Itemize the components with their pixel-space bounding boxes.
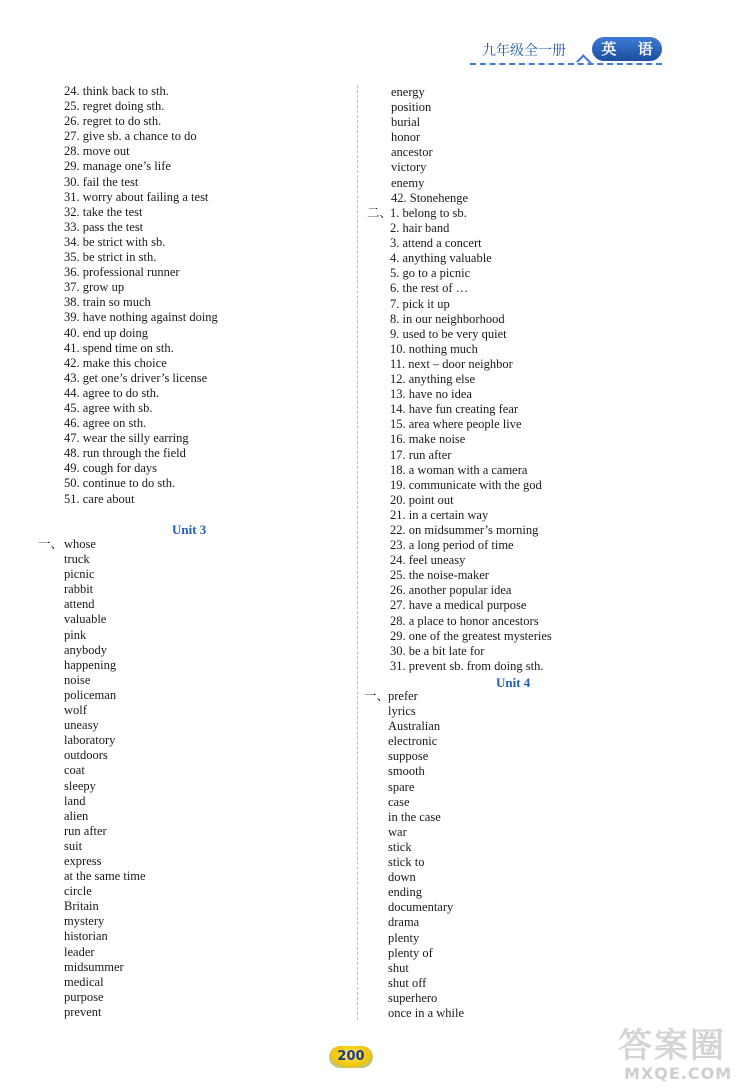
list-item: lyrics — [388, 704, 416, 719]
list-item: ending — [388, 885, 423, 900]
list-item: 51. care about — [64, 491, 135, 506]
list-item: 20. point out — [390, 492, 454, 507]
list-item: stick — [388, 839, 412, 854]
list-item: 17. run after — [390, 447, 452, 462]
list-item: burial — [391, 115, 421, 130]
header-rule — [470, 63, 662, 65]
list-item: 49. cough for days — [64, 461, 158, 476]
list-item: smooth — [388, 764, 425, 779]
list-item: 36. professional runner — [64, 265, 180, 280]
list-item: victory — [391, 160, 427, 175]
list-item: valuable — [64, 612, 107, 627]
column-divider — [357, 85, 358, 1020]
list-item: mystery — [64, 914, 105, 929]
list-item: outdoors — [64, 748, 108, 763]
list-item: 7. pick it up — [390, 296, 450, 311]
list-item: suppose — [388, 749, 429, 764]
left-section-prefix — [38, 537, 63, 552]
list-item: 25. the noise-maker — [390, 568, 489, 583]
list-item: case — [388, 794, 410, 809]
list-item: position — [391, 100, 432, 115]
list-item: 24. feel uneasy — [390, 553, 466, 568]
list-item: 45. agree with sb. — [64, 400, 153, 415]
list-item: 8. in our neighborhood — [390, 311, 505, 326]
unit-3-word-list — [64, 537, 146, 1020]
list-item: shut — [388, 960, 409, 975]
list-item: 35. be strict in sth. — [64, 250, 157, 265]
list-item: suit — [64, 838, 83, 853]
list-item: stick to — [388, 855, 425, 870]
right-word-list-top — [391, 85, 468, 206]
list-item: 4. anything valuable — [390, 251, 492, 266]
list-item: happening — [64, 657, 117, 672]
list-item: prevent — [64, 1004, 102, 1019]
list-item: sleepy — [64, 778, 96, 793]
list-item: 16. make noise — [390, 432, 466, 447]
list-item: 31. prevent sb. from doing sth. — [390, 658, 544, 673]
unit-3-heading: Unit 3 — [172, 522, 207, 537]
list-item: 27. give sb. a chance to do — [64, 129, 197, 144]
list-item: attend — [64, 597, 95, 612]
list-item: 42. Stonehenge — [391, 190, 469, 205]
list-item: leader — [64, 944, 95, 959]
list-item: land — [64, 793, 86, 808]
list-item: energy — [391, 85, 425, 99]
list-item: plenty of — [388, 945, 433, 960]
list-item: war — [388, 824, 407, 839]
list-item: 3. attend a concert — [390, 236, 482, 251]
section-marker: 一、 — [38, 537, 64, 551]
book-grade-label: 九年级全一册 — [482, 43, 566, 59]
list-item: 12. anything else — [390, 372, 476, 387]
list-item: midsummer — [64, 959, 124, 974]
unit-4-word-list — [388, 689, 464, 1021]
list-item: ancestor — [391, 145, 433, 160]
list-item: 9. used to be very quiet — [390, 326, 507, 341]
list-item: 28. a place to honor ancestors — [390, 613, 539, 628]
list-item: 48. run through the field — [64, 446, 186, 461]
list-item: 37. grow up — [64, 280, 125, 295]
list-item: 13. have no idea — [390, 387, 472, 402]
list-item: Australian — [388, 719, 441, 734]
list-item: 42. make this choice — [64, 355, 167, 370]
list-item: in the case — [388, 809, 441, 824]
watermark-logo: 答案圈 — [618, 1026, 726, 1066]
section-marker: 二、 — [367, 206, 393, 220]
list-item: at the same time — [64, 869, 146, 884]
list-item: 29. manage one’s life — [64, 159, 171, 174]
list-item: 44. agree to do sth. — [64, 385, 160, 400]
list-item: 41. spend time on sth. — [64, 340, 174, 355]
list-item: alien — [64, 808, 89, 823]
list-item: express — [64, 853, 102, 868]
list-item: superhero — [388, 990, 438, 1005]
list-item: 10. nothing much — [390, 341, 478, 356]
list-item: historian — [64, 929, 108, 944]
list-item: 38. train so much — [64, 295, 151, 310]
list-item: 30. be a bit late for — [390, 643, 485, 658]
list-item: 47. wear the silly earring — [64, 431, 189, 446]
list-item: 1. belong to sb. — [390, 206, 467, 220]
list-item: Britain — [64, 899, 99, 914]
list-item: circle — [64, 884, 92, 899]
right-phrase-list — [390, 206, 552, 674]
list-item: 34. be strict with sb. — [64, 234, 166, 249]
list-item: shut off — [388, 975, 427, 990]
list-item: enemy — [391, 175, 425, 190]
list-item: 32. take the test — [64, 204, 143, 219]
list-item: 39. have nothing against doing — [64, 310, 218, 325]
list-item: 26. regret to do sth. — [64, 114, 162, 129]
header-rule-notch — [576, 54, 592, 70]
right-section-prefix — [364, 689, 389, 704]
list-item: 5. go to a picnic — [390, 266, 471, 281]
list-item: electronic — [388, 734, 438, 749]
list-item: noise — [64, 672, 91, 687]
list-item: 30. fail the test — [64, 174, 139, 189]
list-item: 14. have fun creating fear — [390, 402, 519, 417]
subject-badge: 英 语 — [592, 37, 662, 61]
list-item: truck — [64, 552, 90, 567]
list-item: rabbit — [64, 582, 94, 597]
list-item: 15. area where people live — [390, 417, 522, 432]
list-item: 23. a long period of time — [390, 538, 514, 553]
list-item: 26. another popular idea — [390, 583, 512, 598]
list-item: 21. in a certain way — [390, 507, 489, 522]
page-number: 200 — [329, 1046, 373, 1068]
section-marker: 一、 — [364, 689, 390, 703]
list-item: anybody — [64, 642, 108, 657]
list-item: prefer — [388, 689, 418, 703]
list-item: spare — [388, 779, 415, 794]
watermark-url: MXQE.COM — [624, 1064, 733, 1083]
list-item: pink — [64, 627, 87, 642]
list-item: 19. communicate with the god — [390, 477, 542, 492]
list-item: coat — [64, 763, 85, 778]
list-item: 18. a woman with a camera — [390, 462, 528, 477]
list-item: honor — [391, 130, 421, 145]
list-item: 29. one of the greatest mysteries — [390, 628, 552, 643]
list-item: 50. continue to do sth. — [64, 476, 176, 491]
list-item: 27. have a medical purpose — [390, 598, 527, 613]
section-2-prefix — [367, 206, 392, 221]
list-item: 43. get one’s driver’s license — [64, 370, 208, 385]
list-item: plenty — [388, 930, 420, 945]
list-item: policeman — [64, 687, 117, 702]
list-item: 11. next – door neighbor — [390, 356, 513, 371]
list-item: purpose — [64, 989, 104, 1004]
list-item: 2. hair band — [390, 221, 450, 236]
list-item: 28. move out — [64, 144, 130, 159]
list-item: 31. worry about failing a test — [64, 189, 209, 204]
list-item: laboratory — [64, 733, 116, 748]
list-item: down — [388, 870, 416, 885]
list-item: documentary — [388, 900, 454, 915]
list-item: 24. think back to sth. — [64, 84, 169, 98]
list-item: run after — [64, 823, 107, 838]
list-item: medical — [64, 974, 104, 989]
list-item: 25. regret doing sth. — [64, 99, 165, 114]
unit-4-heading: Unit 4 — [496, 675, 531, 690]
list-item: uneasy — [64, 718, 99, 733]
list-item: drama — [388, 915, 420, 930]
list-item: 46. agree on sth. — [64, 416, 147, 431]
list-item: once in a while — [388, 1005, 465, 1020]
list-item: 33. pass the test — [64, 219, 144, 234]
list-item: 40. end up doing — [64, 325, 149, 340]
left-phrase-list — [64, 84, 218, 507]
list-item: wolf — [64, 703, 87, 718]
list-item: whose — [64, 537, 96, 551]
list-item: 6. the rest of … — [390, 281, 469, 296]
list-item: 22. on midsummer’s morning — [390, 522, 539, 537]
list-item: picnic — [64, 567, 95, 582]
